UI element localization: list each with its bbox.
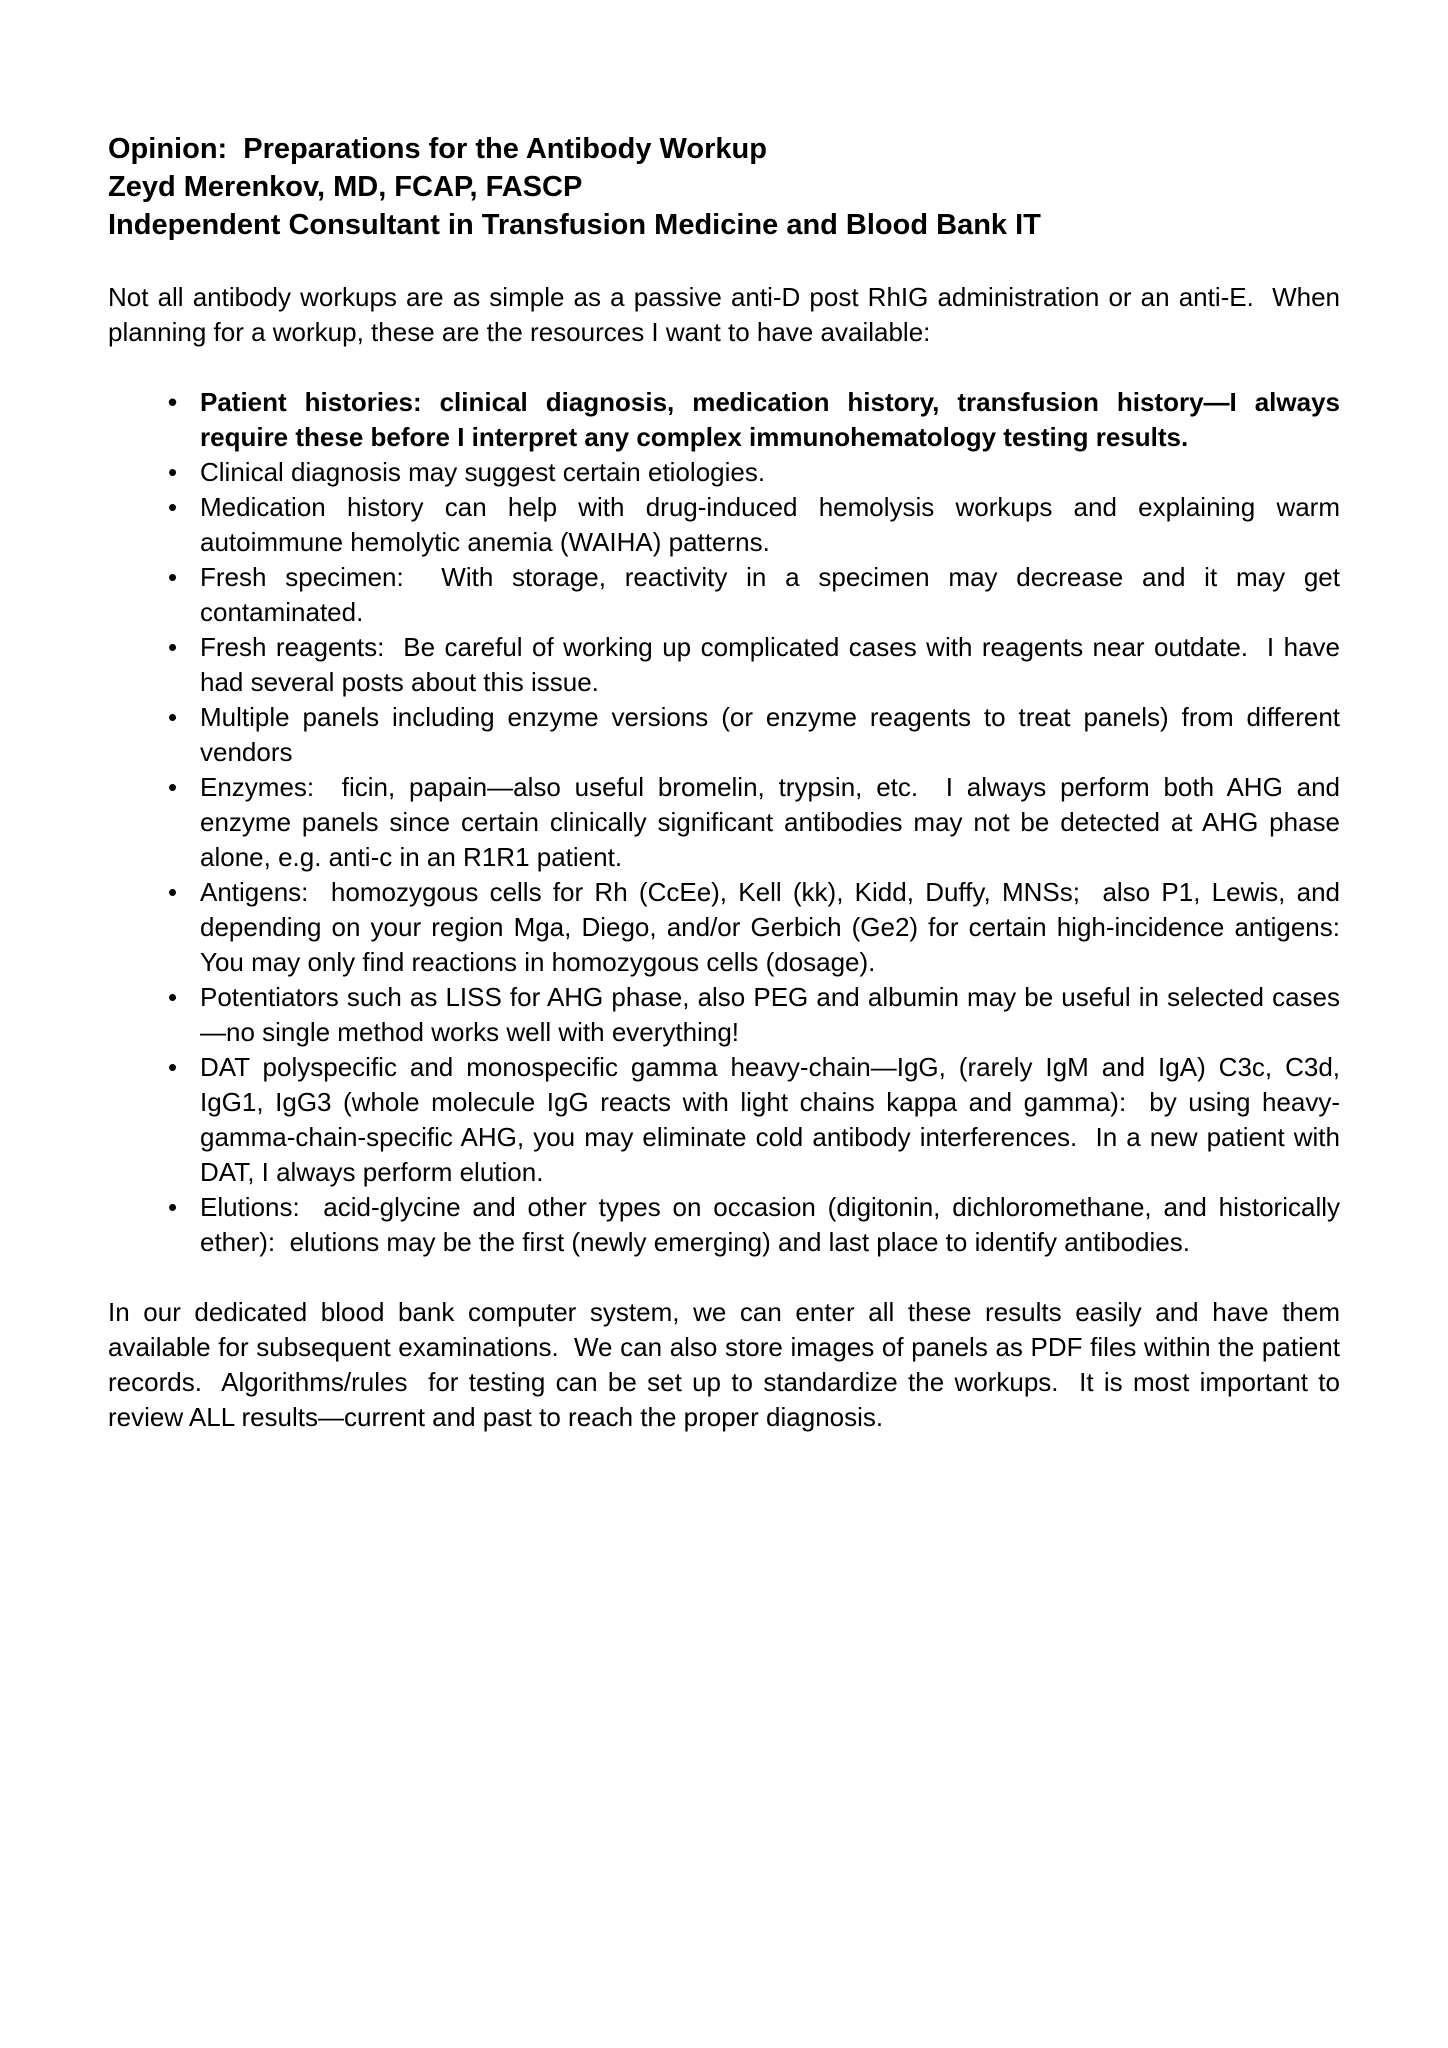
list-item-patient-histories: • Patient histories: clinical diagnosis, medication history, transfusion history—I always require these before I interpret any complex immunohematology testing results. (108, 385, 1340, 455)
intro-paragraph: Not all antibody workups are as simple as a passive anti-D post RhIG administration or an anti-E. When planning for a workup, these are the resources I want to have available: (108, 282, 1348, 347)
list-item-medication-history: • Medication history can help with drug-induced hemolysis workups and explaining warm autoimmune hemolytic anemia (WAIHA) patterns. (108, 490, 1340, 560)
document-affiliation: Independent Consultant in Transfusion Medicine and Blood Bank IT (108, 209, 1041, 241)
list-item-enzymes: • Enzymes: ficin, papain—also useful bromelin, trypsin, etc. I always perform both AHG and enzyme panels since certain clinically significant antibodies may not be detected at AHG phase alone, e.g. anti-c in an R1R1 patient. (108, 770, 1340, 875)
list-item-fresh-reagents: • Fresh reagents: Be careful of working up complicated cases with reagents near outdate. I have had several posts about this issue. (108, 630, 1340, 700)
document-author: Zeyd Merenkov, MD, FCAP, FASCP (108, 171, 583, 203)
document-header (108, 130, 1340, 244)
list-item-multiple-panels: • Multiple panels including enzyme versions (or enzyme reagents to treat panels) from different vendors (108, 700, 1340, 770)
resource-list (108, 385, 1355, 1260)
list-item-fresh-specimen: • Fresh specimen: With storage, reactivity in a specimen may decrease and it may get contaminated. (108, 560, 1340, 630)
document-title: Opinion: Preparations for the Antibody Workup (108, 133, 767, 165)
list-item-potentiators: • Potentiators such as LISS for AHG phase, also PEG and albumin may be useful in selected cases—no single method works well with everything! (108, 980, 1340, 1050)
list-item-elutions: • Elutions: acid-glycine and other types on occasion (digitonin, dichloromethane, and historically ether): elutions may be the first (newly emerging) and last place to identify antibodies. (108, 1190, 1340, 1260)
list-item-dat: • DAT polyspecific and monospecific gamma heavy-chain—IgG, (rarely IgM and IgA) C3c, C3d, IgG1, IgG3 (whole molecule IgG reacts with light chains kappa and gamma): by using heavy-gamma-chain-specific AHG, you may eliminate cold antibody interferences. In a new patient with DAT, I always perform elution. (108, 1050, 1340, 1190)
list-item-clinical-diagnosis: • Clinical diagnosis may suggest certain etiologies. (108, 455, 1340, 490)
closing-paragraph: In our dedicated blood bank computer system, we can enter all these results easily and have them available for subsequent examinations. We can also store images of panels as PDF files within the patient records. Algorithms/rules for testing can be set up to standardize the workups. It is most important to review ALL results—current and past to reach the proper diagnosis. (108, 1297, 1348, 1432)
list-item-antigens: • Antigens: homozygous cells for Rh (CcEe), Kell (kk), Kidd, Duffy, MNSs; also P1, Lewis, and depending on your region Mga, Diego, and/or Gerbich (Ge2) for certain high-incidence antigens: You may only find reactions in homozygous cells (dosage). (108, 875, 1340, 980)
